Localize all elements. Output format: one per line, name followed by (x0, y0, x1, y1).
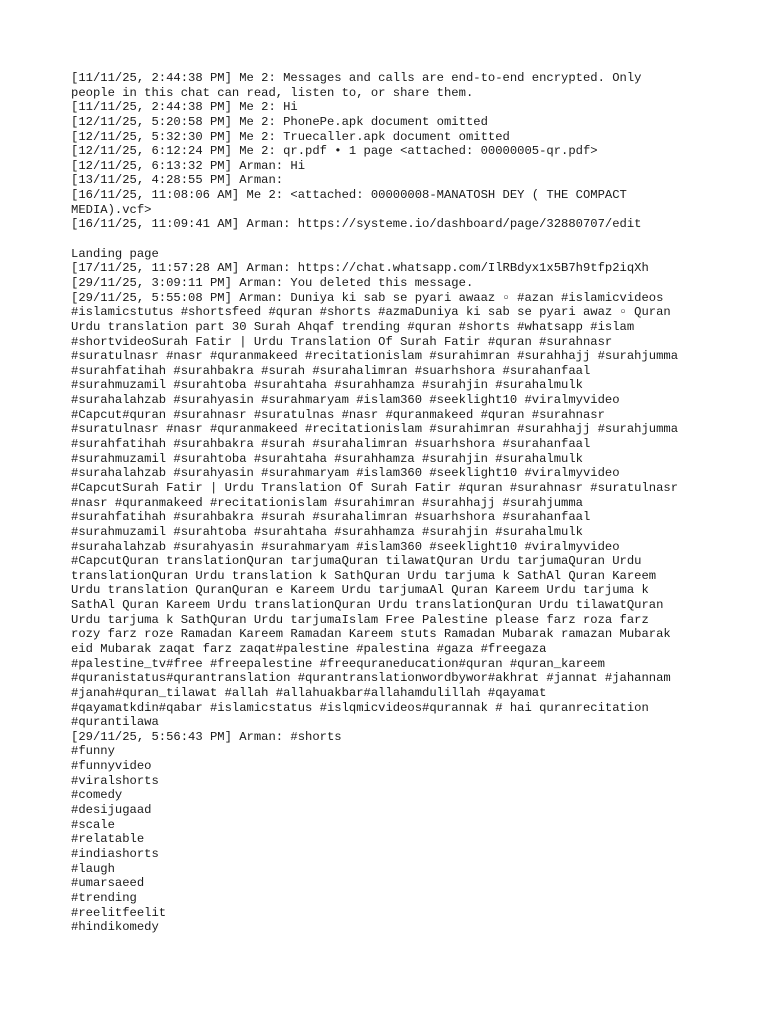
text-line: Urdu translation QuranQuran e Kareem Urdu tarjumaAl Quran Kareem Urdu tarjuma k (71, 583, 649, 598)
text-line: #surahalahzab #surahyasin #surahmaryam #islam360 #seeklight10 #viralmyvideo (71, 393, 620, 408)
chat-transcript-page (71, 71, 751, 1011)
text-line: #surahmuzamil #surahtoba #surahtaha #surahhamza #surahjin #surahalmulk (71, 451, 583, 466)
text-line: #surahmuzamil #surahtoba #surahtaha #surahhamza #surahjin #surahalmulk (71, 524, 583, 539)
text-line: #shortvideoSurah Fatir | Urdu Translation Of Surah Fatir #quran #surahnasr (71, 334, 613, 349)
text-line: #scale (71, 817, 115, 832)
text-line: people in this chat can read, listen to, or share them. (71, 85, 474, 100)
text-line: #umarsaeed (71, 876, 145, 891)
text-line: [17/11/25, 11:57:28 AM] Arman: https://chat.whatsapp.com/IlRBdyx1x5B7h9tfp2iqXh (71, 261, 649, 276)
text-line: #relatable (71, 832, 145, 847)
text-line: [11/11/25, 2:44:38 PM] Me 2: Messages and calls are end-to-end encrypted. Only (71, 71, 642, 85)
text-line: #palestine_tv#free #freepalestine #freequraneducation#quran #quran_kareem (71, 656, 605, 671)
text-line: #quranistatus#qurantranslation #qurantranslationwordbywor#akhrat #jannat #jahannam (71, 671, 671, 686)
text-line: #viralshorts (71, 773, 159, 788)
text-line: Landing page (71, 246, 159, 261)
text-line: #CapcutSurah Fatir | Urdu Translation Of Surah Fatir #quran #surahnasr #suratulnasr (71, 480, 679, 495)
text-line: #desijugaad (71, 803, 152, 818)
text-line: translationQuran Urdu translation k SathQuran Urdu tarjuma k SathAl Quran Kareem (71, 568, 657, 583)
text-line: #indiashorts (71, 846, 159, 861)
text-line: #comedy (71, 788, 123, 803)
text-line: #funny (71, 744, 115, 759)
text-line: [12/11/25, 5:32:30 PM] Me 2: Truecaller.apk document omitted (71, 129, 510, 144)
text-line: rozy farz roze Ramadan Kareem Ramadan Kareem stuts Ramadan Mubarak ramazan Mubarak (71, 627, 671, 642)
text-line: #suratulnasr #nasr #quranmakeed #recitationislam #surahimran #surahhajj #surahjumma (71, 349, 679, 364)
text-line: #nasr #quranmakeed #recitationislam #surahimran #surahhajj #surahjumma (71, 495, 583, 510)
text-line: [29/11/25, 5:55:08 PM] Arman: Duniya ki sab se pyari awaaz ▫ #azan #islamicvideos (71, 290, 664, 305)
text-line: #trending (71, 890, 137, 905)
text-line: #janah#quran_tilawat #allah #allahuakbar#allahamdulillah #qayamat (71, 685, 547, 700)
text-line: Urdu translation part 30 Surah Ahqaf trending #quran #shorts #whatsapp #islam (71, 319, 635, 334)
blank-line (71, 232, 751, 247)
text-line: [16/11/25, 11:08:06 AM] Me 2: <attached: 00000008-MANATOSH DEY ( THE COMPACT (71, 188, 627, 203)
text-line: [13/11/25, 4:28:55 PM] Arman: (71, 173, 284, 188)
text-line: #funnyvideo (71, 759, 152, 774)
text-line: SathAl Quran Kareem Urdu translationQuran Urdu translationQuran Urdu tilawatQuran (71, 598, 664, 613)
text-line: [12/11/25, 5:20:58 PM] Me 2: PhonePe.apk document omitted (71, 114, 488, 129)
text-line: [12/11/25, 6:13:32 PM] Arman: Hi (71, 158, 306, 173)
text-line: [11/11/25, 2:44:38 PM] Me 2: Hi (71, 100, 298, 115)
text-line: [12/11/25, 6:12:24 PM] Me 2: qr.pdf • 1 page <attached: 00000005-qr.pdf> (71, 144, 598, 159)
text-line: [29/11/25, 3:09:11 PM] Arman: You deleted this message. (71, 275, 474, 290)
text-line: #surahalahzab #surahyasin #surahmaryam #islam360 #seeklight10 #viralmyvideo (71, 539, 620, 554)
text-line: #qurantilawa (71, 715, 159, 730)
text-line: #surahmuzamil #surahtoba #surahtaha #surahhamza #surahjin #surahalmulk (71, 378, 583, 393)
text-line: #surahalahzab #surahyasin #surahmaryam #islam360 #seeklight10 #viralmyvideo (71, 466, 620, 481)
text-line: #surahfatihah #surahbakra #surah #surahalimran #suarhshora #surahanfaal (71, 363, 591, 378)
text-line: #laugh (71, 861, 115, 876)
text-line: eid Mubarak zaqat farz zaqat#palestine #palestina #gaza #freegaza (71, 641, 547, 656)
text-line: #surahfatihah #surahbakra #surah #surahalimran #suarhshora #surahanfaal (71, 510, 591, 525)
text-line: #Capcut#quran #surahnasr #suratulnas #nasr #quranmakeed #quran #surahnasr (71, 407, 605, 422)
text-line: [29/11/25, 5:56:43 PM] Arman: #shorts (71, 729, 342, 744)
text-line: #hindikomedy (71, 920, 159, 935)
text-line: #reelitfeelit (71, 905, 167, 920)
text-line: #suratulnasr #nasr #quranmakeed #recitationislam #surahimran #surahhajj #surahjumma (71, 422, 679, 437)
text-line: [16/11/25, 11:09:41 AM] Arman: https://systeme.io/dashboard/page/32880707/edit (71, 217, 642, 232)
text-line: MEDIA).vcf> (71, 202, 152, 217)
text-line: Urdu tarjuma k SathQuran Urdu tarjumaIslam Free Palestine please farz roza farz (71, 612, 649, 627)
text-line: #CapcutQuran translationQuran tarjumaQuran tilawatQuran Urdu tarjumaQuran Urdu (71, 554, 642, 569)
text-line: #islamicstutus #shortsfeed #quran #shorts #azmaDuniya ki sab se pyari awaz ▫ Quran (71, 305, 671, 320)
text-line: #surahfatihah #surahbakra #surah #surahalimran #suarhshora #surahanfaal (71, 437, 591, 452)
text-line: #qayamatkdin#qabar #islamicstatus #islqmicvideos#qurannak # hai quranrecitation (71, 700, 649, 715)
